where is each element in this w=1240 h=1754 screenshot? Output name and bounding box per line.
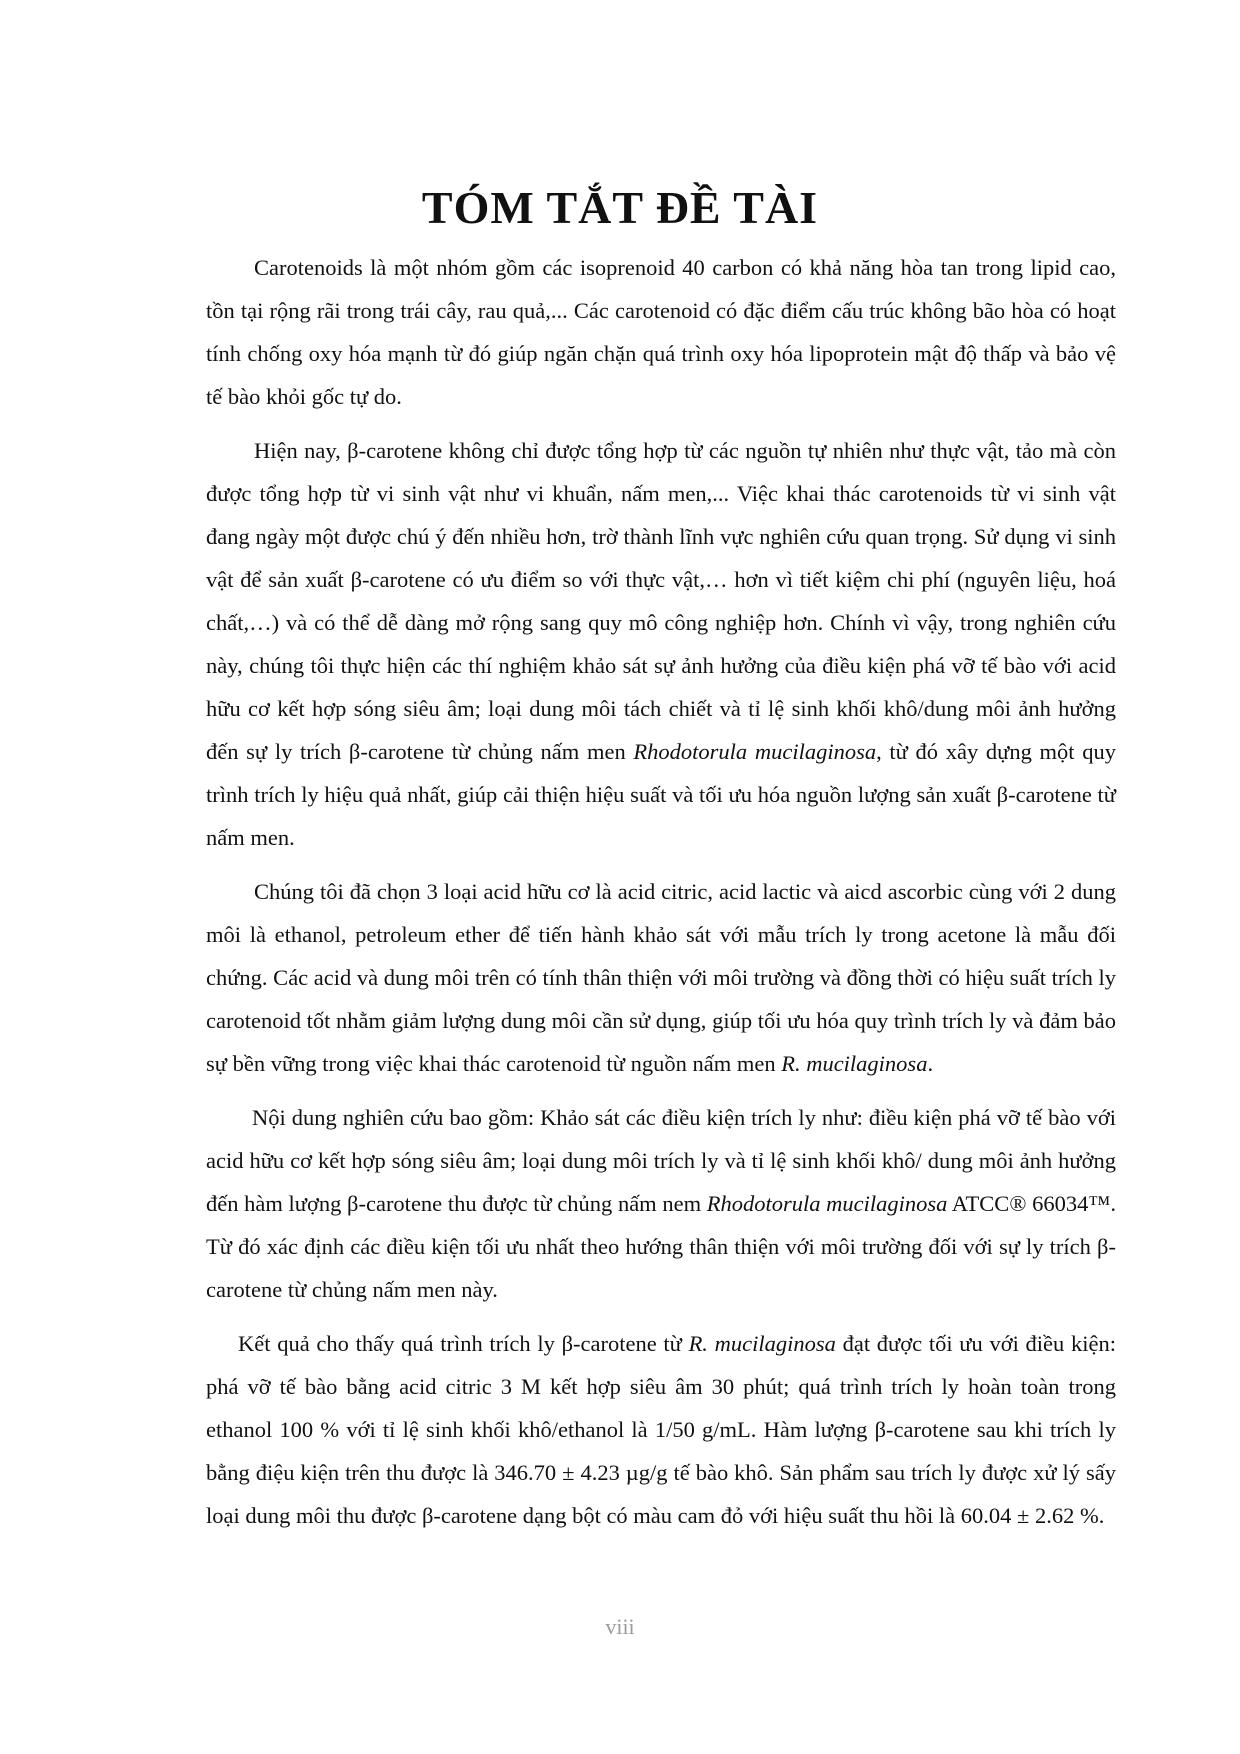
abstract-body [206,246,1116,1548]
paragraph-5 [206,1322,1116,1537]
paragraph-2 [206,429,1116,859]
page-number: viii [605,1614,635,1639]
species-name: Rhodotorula mucilaginosa [706,1191,948,1216]
paragraph-5-text-b: đạt được tối ưu với điều kiện: phá vỡ tế bào bằng acid citric 3 M kết hợp siêu âm 30 phút; quá trình trích ly hoàn toàn trong ethanol 100 % với tỉ lệ sinh khối khô/ethanol là 1/50 g/mL. Hàm lượng β-carotene sau khi trích ly bằng điệu kiện trên thu được là 346.70 ± 4.23 µg/g tế bào khô. Sản phẩm sau trích ly được xử lý sấy loại dung môi thu được β-carotene dạng bột có màu cam đỏ với hiệu suất thu hồi là 60.04 ± 2.62 %. [206,1331,1116,1528]
paragraph-3-text-b: . [927,1051,934,1076]
species-name: R. mucilaginosa [781,1051,928,1076]
paragraph-4 [206,1096,1116,1311]
paragraph-2-text-a: Hiện nay, β-carotene không chỉ được tổng hợp từ các nguồn tự nhiên như thực vật, tảo mà còn được tổng hợp từ vi sinh vật như vi khuẩn, nấm men,... Việc khai thác carotenoids từ vi sinh vật đang ngày một được chú ý đến nhiều hơn, trờ thành lĩnh vực nghiên cứu quan trọng. Sử dụng vi sinh vật để sản xuất β-carotene có ưu điểm so với thực vật,… hơn vì tiết kiệm chi phí (nguyên liệu, hoá chất,…) và có thể dễ dàng mở rộng sang quy mô công nghiệp hơn. Chính vì vậy, trong nghiên cứu này, chúng tôi thực hiện các thí nghiệm khảo sát sự ảnh hưởng của điều kiện phá vỡ tế bào với acid hữu cơ kết hợp sóng siêu âm; loại dung môi tách chiết và tỉ lệ sinh khối khô/dung môi ảnh hưởng đến sự ly trích β-carotene từ chủng nấm men [206,438,1116,764]
paragraph-4-text-b: ATCC® 66034™. Từ đó xác định các điều kiện tối ưu nhất theo hướng thân thiện với môi trường đối với sự ly trích β-carotene từ chủng nấm men này. [206,1191,1116,1302]
page-title: TÓM TẮT ĐỀ TÀI [421,182,819,233]
species-name: Rhodotorula mucilaginosa [633,739,877,764]
paragraph-5-text-a: Kết quả cho thấy quá trình trích ly β-carotene từ [238,1331,689,1356]
species-name: R. mucilaginosa [688,1331,836,1356]
paragraph-3 [206,870,1116,1085]
paragraph-2-text-b: , từ đó xây dựng một quy trình trích ly hiệu quả nhất, giúp cải thiện hiệu suất và tối ưu hóa nguồn lượng sản xuất β-carotene từ nấm men. [206,739,1116,850]
paragraph-3-text-a: Chúng tôi đã chọn 3 loại acid hữu cơ là acid citric, acid lactic và aicd ascorbic cùng với 2 dung môi là ethanol, petroleum ether để tiến hành khảo sát với mẫu trích ly trong acetone là mẫu đối chứng. Các acid và dung môi trên có tính thân thiện với môi trường và đồng thời có hiệu suất trích ly carotenoid tốt nhằm giảm lượng dung môi cần sử dụng, giúp tối ưu hóa quy trình trích ly và đảm bảo sự bền vững trong việc khai thác carotenoid từ nguồn nấm men [206,879,1116,1076]
paragraph-4-text-a: Nội dung nghiên cứu bao gồm: Khảo sát các điều kiện trích ly như: điều kiện phá vỡ tế bào với acid hữu cơ kết hợp sóng siêu âm; loại dung môi trích ly và tỉ lệ sinh khối khô/ dung môi ảnh hưởng đến hàm lượng β-carotene thu được từ chủng nấm nem [206,1105,1116,1216]
paragraph-1-text: Carotenoids là một nhóm gồm các isoprenoid 40 carbon có khả năng hòa tan trong lipid cao, tồn tại rộng rãi trong trái cây, rau quả,... Các carotenoid có đặc điểm cấu trúc không bão hòa có hoạt tính chống oxy hóa mạnh từ đó giúp ngăn chặn quá trình oxy hóa lipoprotein mật độ thấp và bảo vệ tế bào khỏi gốc tự do. [206,255,1116,409]
paragraph-1 [206,246,1116,418]
